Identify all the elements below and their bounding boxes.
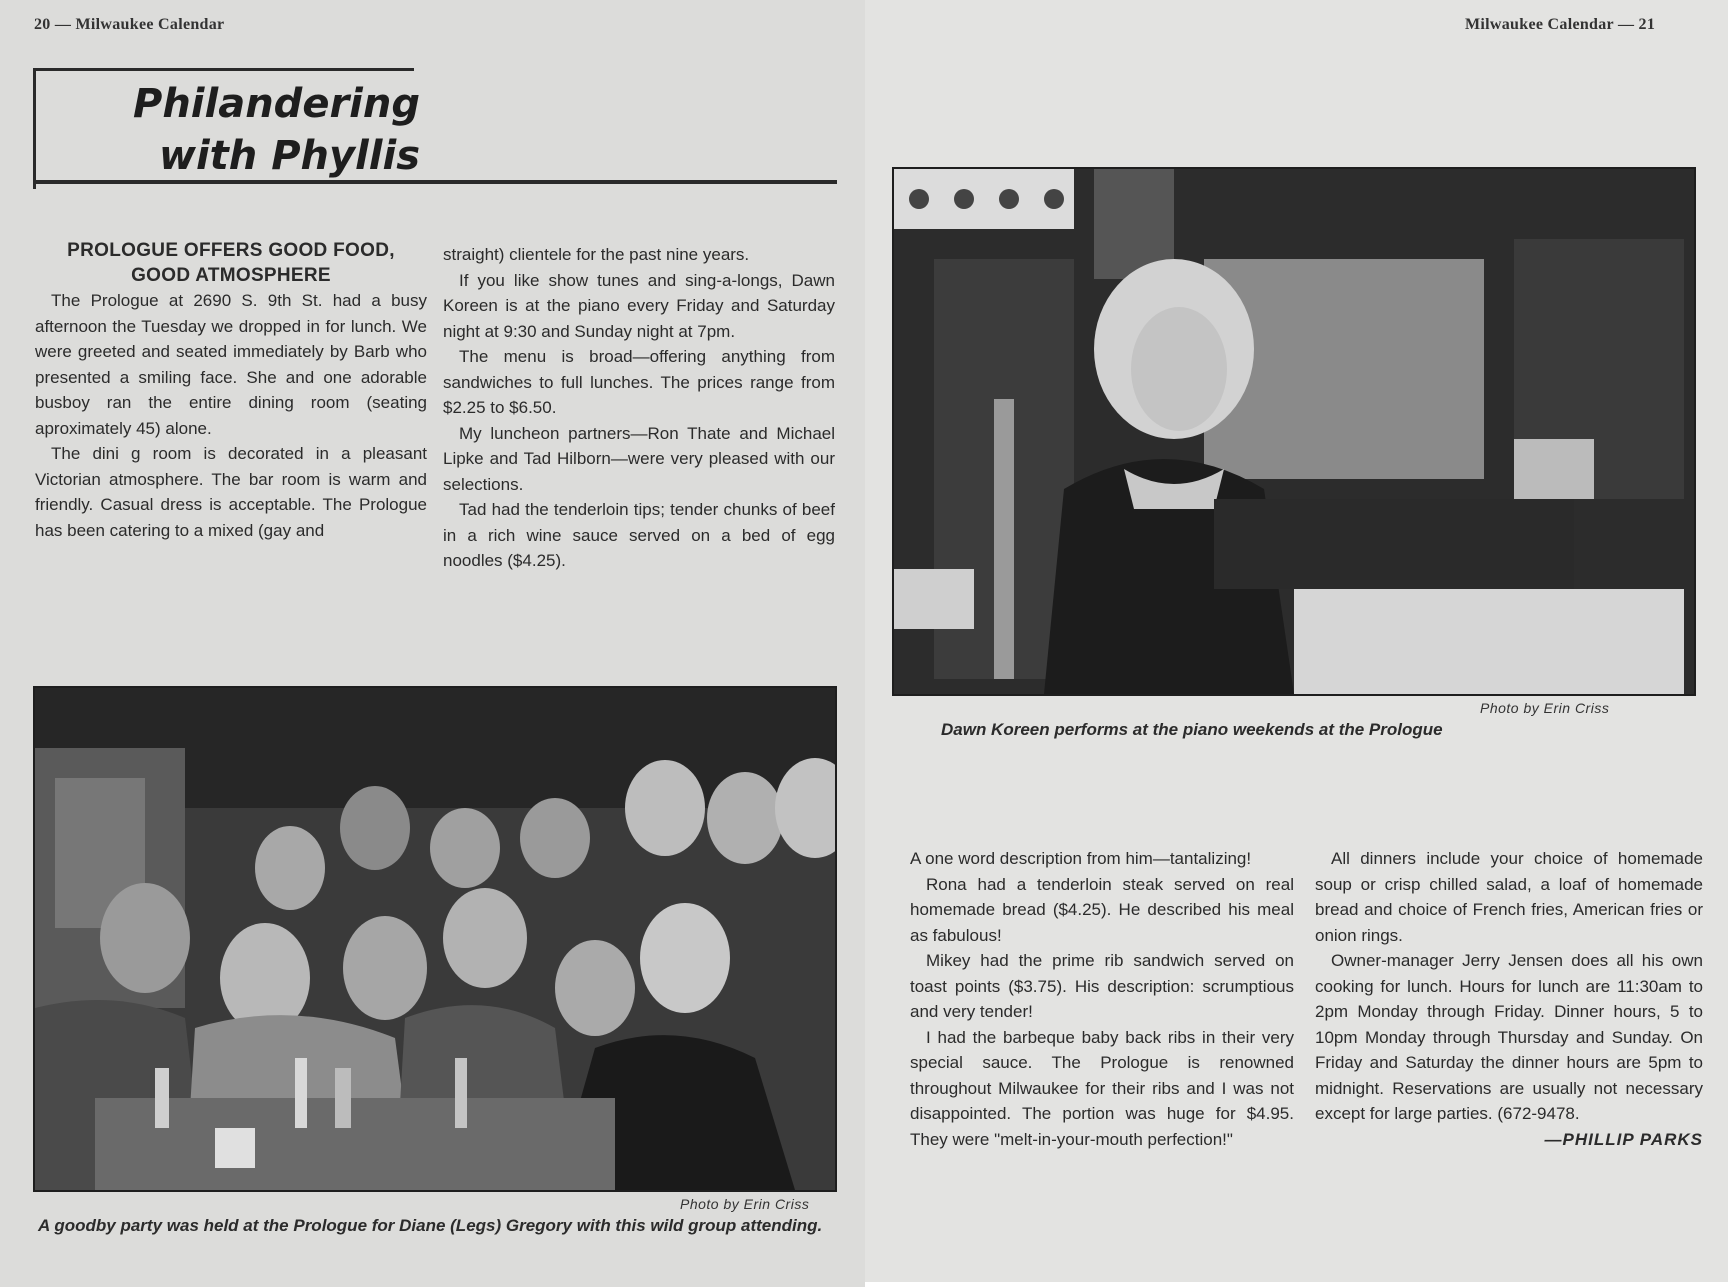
article-headline: PROLOGUE OFFERS GOOD FOOD, GOOD ATMOSPHERE (67, 240, 395, 286)
photo-caption: Dawn Koreen performs at the piano weekends at the Prologue (941, 720, 1443, 739)
group-party-photo (33, 686, 837, 1192)
column-title (60, 78, 420, 182)
article-paragraph: Tad had the tenderloin tips; tender chunks of beef in a rich wine sauce served on a bed of egg noodles ($4.25). (443, 500, 835, 570)
page-bottom-edge (865, 1282, 1728, 1287)
article-paragraph: Rona had a tenderloin steak served on real homemade bread ($4.25). He described his meal as fabulous! (910, 874, 1294, 945)
article-paragraph: The Prologue at 2690 S. 9th St. had a busy afternoon the Tuesday we dropped in for lunch. We were greeted and seated immediately by Barb who presented a smiling face. She and one adorable busboy ran the entire dining room (seating aproximately 45) alone. (35, 291, 427, 438)
photo-credit: Photo by Erin Criss (1480, 700, 1610, 716)
article-column-3 (910, 846, 1294, 1152)
piano-performer-photo (892, 167, 1696, 696)
article-column-4 (1315, 846, 1703, 1152)
article-paragraph: Mikey had the prime rib sandwich served on toast points ($3.75). His description: scrumptious and very tender! (910, 951, 1294, 1021)
column-title-line-1: Philandering (133, 81, 420, 127)
article-paragraph: I had the barbeque baby back ribs in their very special sauce. The Prologue is renowned throughout Milwaukee for their ribs and I was not disappointed. The portion was huge for $4.95. They were "melt-in-your-mouth perfection!" (910, 1027, 1294, 1149)
group-party-photo-image (35, 688, 835, 1190)
right-page (865, 0, 1728, 1287)
photo-credit: Photo by Erin Criss (680, 1196, 810, 1212)
article-paragraph: Owner-manager Jerry Jensen does all his own cooking for lunch. Hours for lunch are 11:30am to 2pm Monday through Friday. Dinner hours, 5 to 10pm Monday through Thursday and Sunday. On Friday and Saturday the dinner hours are 5pm to midnight. Reservations are usually not necessary except for large parties. (672-9478. (1315, 951, 1703, 1123)
article-paragraph: The dini g room is decorated in a pleasant Victorian atmosphere. The bar room is warm and friendly. Casual dress is acceptable. The Prologue has been catering to a mixed (gay and (35, 444, 427, 540)
page-folio-left: 20 — Milwaukee Calendar (34, 16, 225, 33)
article-column-1 (35, 238, 427, 543)
page-folio-right: Milwaukee Calendar — 21 (1465, 16, 1656, 33)
column-title-line-2: with Phyllis (159, 133, 420, 179)
piano-performer-photo-image (894, 169, 1694, 694)
article-paragraph: All dinners include your choice of homemade soup or crisp chilled salad, a loaf of homemade bread and choice of French fries, American fries or onion rings. (1315, 849, 1703, 945)
article-column-2 (443, 242, 835, 574)
article-paragraph: A one word description from him—tantalizing! (910, 849, 1252, 868)
article-paragraph: The menu is broad—offering anything from sandwiches to full lunches. The prices range from $2.25 to $6.50. (443, 347, 835, 417)
photo-caption: A goodby party was held at the Prologue for Diane (Legs) Gregory with this wild group attending. (38, 1216, 823, 1235)
article-paragraph: My luncheon partners—Ron Thate and Michael Lipke and Tad Hilborn—were very pleased with our selections. (443, 423, 835, 494)
article-paragraph: If you like show tunes and sing-a-longs, Dawn Koreen is at the piano every Friday and Saturday night at 9:30 and Sunday night at 7pm. (443, 270, 835, 341)
author-byline: —PHILLIP PARKS (1544, 1129, 1703, 1149)
article-paragraph: straight) clientele for the past nine years. (443, 245, 750, 264)
